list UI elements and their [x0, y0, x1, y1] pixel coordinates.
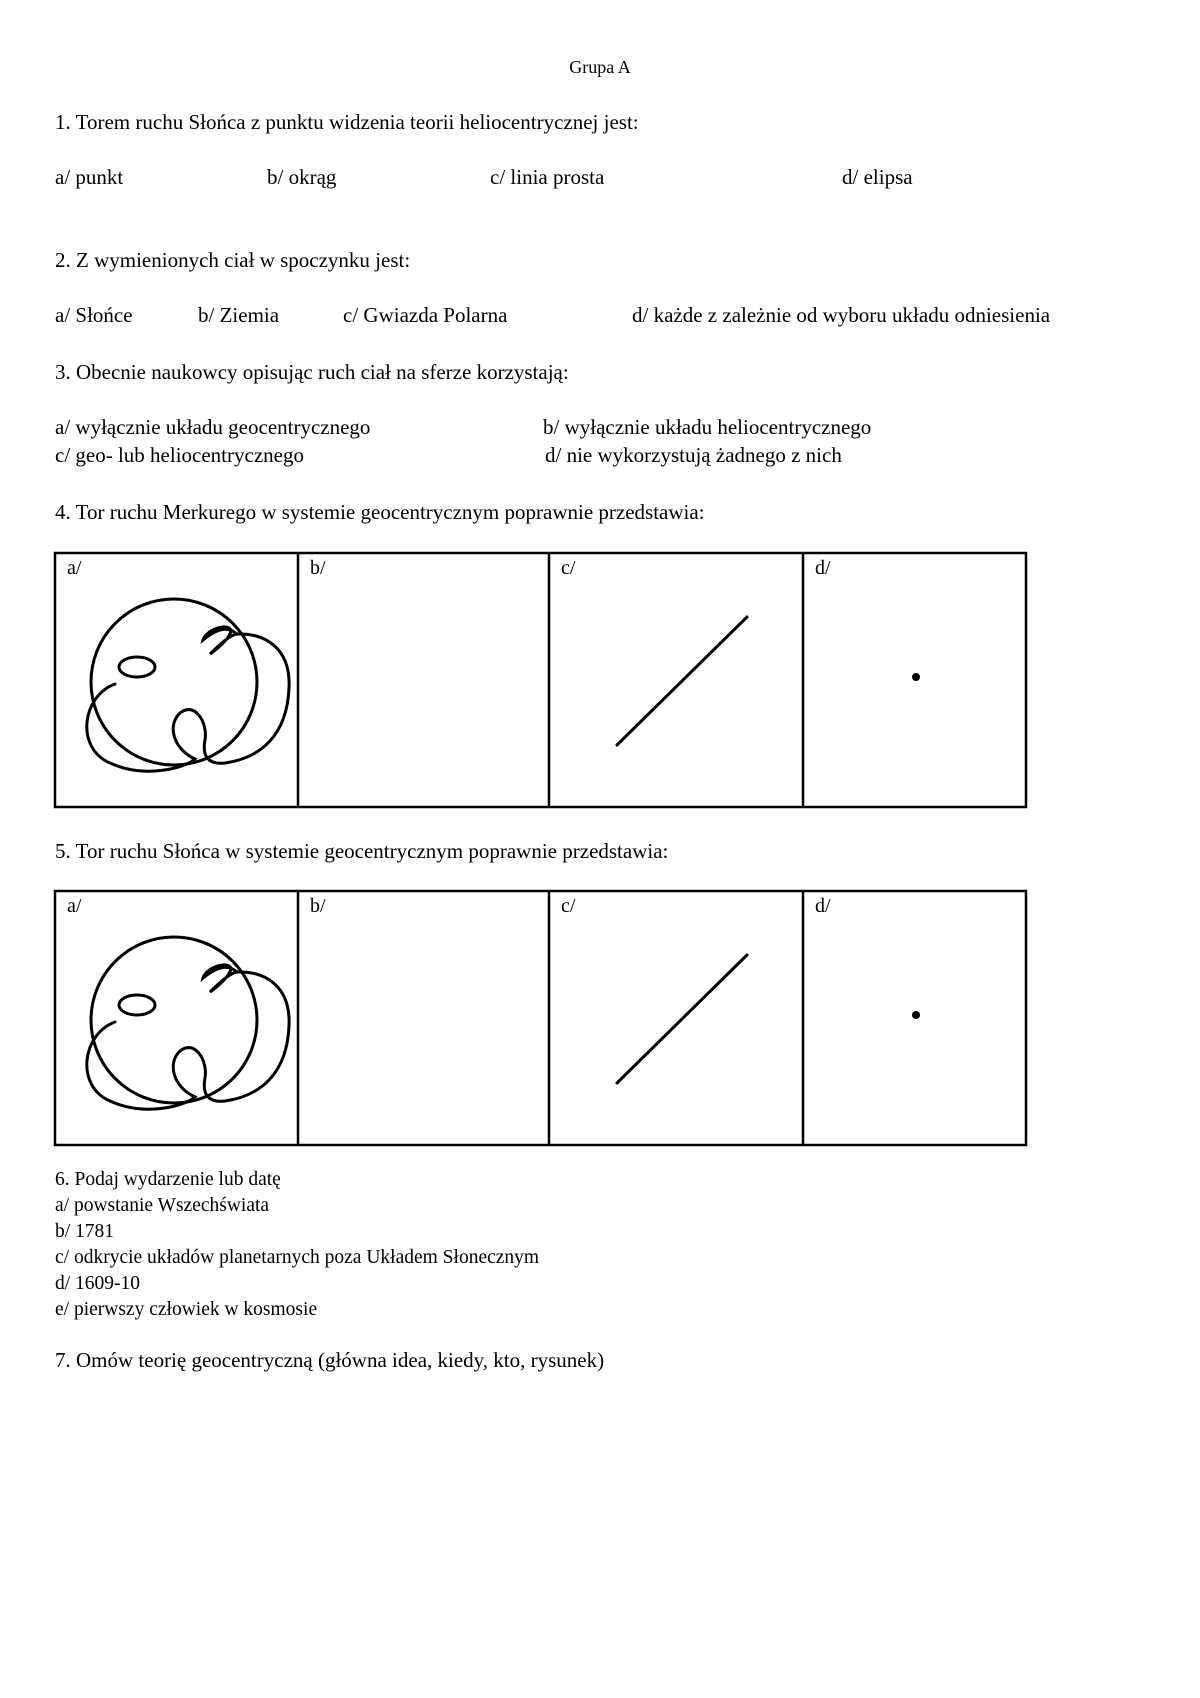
figure-label-b: b/: [310, 557, 326, 579]
q3-option-a: a/ wyłącznie układu geocentrycznego: [55, 415, 371, 439]
q4-figure-drawing: [55, 553, 1027, 809]
q1-option-d: d/ elipsa: [842, 165, 913, 189]
q4-figure-table: [55, 553, 1027, 809]
q1-option-a: a/ punkt: [55, 165, 124, 189]
option-d-point: [912, 673, 920, 681]
q3-option-c: c/ geo- lub heliocentrycznego: [55, 443, 304, 467]
option-d-point: [912, 1011, 920, 1019]
figure-label-c: c/: [561, 895, 576, 917]
figure-label-a: a/: [67, 895, 82, 917]
q6-item-a: a/ powstanie Wszechświata: [55, 1195, 270, 1216]
question-6: 6. Podaj wydarzenie lub datę: [55, 1169, 281, 1190]
question-1: 1. Torem ruchu Słońca z punktu widzenia teorii heliocentrycznej jest:: [55, 110, 639, 134]
question-2: 2. Z wymienionych ciał w spoczynku jest:: [55, 248, 411, 272]
q1-option-c: c/ linia prosta: [490, 165, 605, 189]
option-b-loops: [87, 965, 289, 1109]
figure-label-d: d/: [815, 557, 831, 579]
q2-option-b: b/ Ziemia: [198, 303, 280, 327]
q2-option-a: a/ Słońce: [55, 303, 133, 327]
figure-label-b: b/: [310, 895, 326, 917]
figure-border: [55, 553, 1026, 807]
question-4: 4. Tor ruchu Merkurego w systemie geocentrycznym poprawnie przedstawia:: [55, 500, 705, 524]
question-3: 3. Obecnie naukowcy opisując ruch ciał na sferze korzystają:: [55, 360, 569, 384]
option-c-line: [617, 617, 747, 745]
q1-option-b: b/ okrąg: [267, 165, 337, 189]
option-c-line: [617, 955, 747, 1083]
q5-figure-drawing: [55, 891, 1027, 1147]
q2-option-d: d/ każde z zależnie od wyboru układu odniesienia: [632, 303, 1051, 327]
q6-item-c: c/ odkrycie układów planetarnych poza Układem Słonecznym: [55, 1247, 540, 1268]
q2-option-c: c/ Gwiazda Polarna: [343, 303, 508, 327]
figure-border: [55, 891, 1026, 1145]
q5-figure-table: [55, 891, 1027, 1147]
q3-option-d: d/ nie wykorzystują żadnego z nich: [545, 443, 842, 467]
figure-label-d: d/: [815, 895, 831, 917]
figure-label-c: c/: [561, 557, 576, 579]
page-title: Grupa A: [569, 57, 631, 77]
question-5: 5. Tor ruchu Słońca w systemie geocentrycznym poprawnie przedstawia:: [55, 839, 669, 863]
question-7: 7. Omów teorię geocentryczną (główna idea, kiedy, kto, rysunek): [55, 1348, 605, 1372]
q6-item-b: b/ 1781: [55, 1221, 115, 1242]
option-b-loops: [87, 627, 289, 771]
q6-item-d: d/ 1609-10: [55, 1273, 141, 1294]
figure-label-a: a/: [67, 557, 82, 579]
q6-item-e: e/ pierwszy człowiek w kosmosie: [55, 1299, 318, 1320]
q3-option-b: b/ wyłącznie układu heliocentrycznego: [543, 415, 872, 439]
